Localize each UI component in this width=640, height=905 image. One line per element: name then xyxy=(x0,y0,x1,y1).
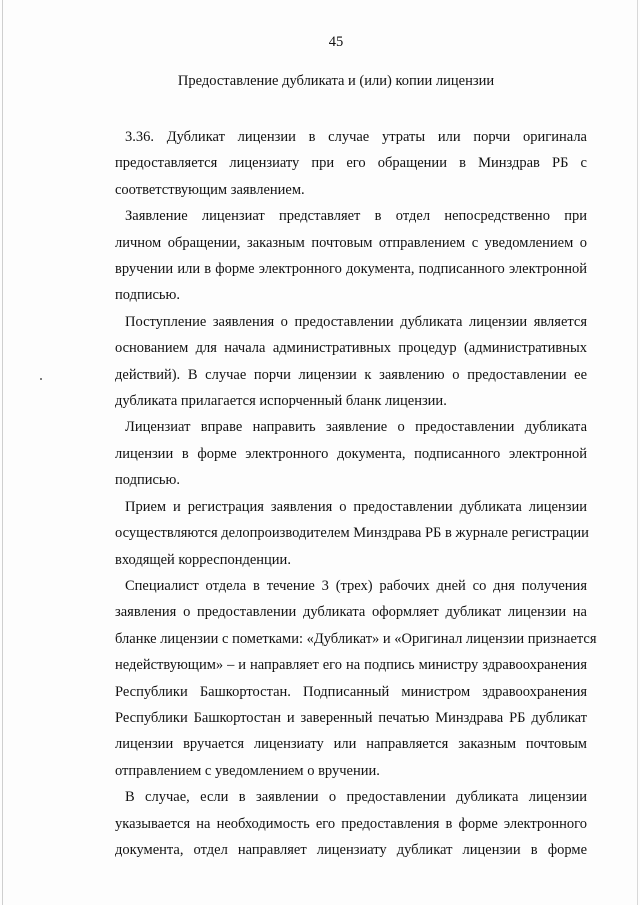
page-number: 45 xyxy=(328,34,344,50)
paragraph-line: подписью. xyxy=(115,287,180,304)
paragraph-line: бланке лицензии с пометками: «Дубликат» и «Оригинал лицензии признается xyxy=(115,630,597,647)
paragraph xyxy=(115,414,587,493)
paragraph-line: предоставляется лицензиату при его обращении в Минздрав РБ с xyxy=(115,155,587,172)
paragraph-line: личном обращении, заказным почтовым отправлением с уведомлением о xyxy=(115,234,587,251)
paragraph-line: лицензии в форме электронного документа, подписанного электронной xyxy=(115,445,587,462)
paragraph-line: подписью. xyxy=(115,472,180,489)
document-body xyxy=(115,124,597,863)
paragraph-line: Прием и регистрация заявления о предоставлении дубликата лицензии xyxy=(125,498,587,515)
paragraph-line: действий). В случае порчи лицензии к заявлению о предоставлении ее xyxy=(115,366,587,383)
section-title: Предоставление дубликата и (или) копии лицензии xyxy=(177,73,495,89)
paragraph-line: дубликата прилагается испорченный бланк лицензии. xyxy=(115,393,447,410)
paragraph xyxy=(115,573,597,784)
paragraph-line: заявления о предоставлении дубликата оформляет дубликат лицензии на xyxy=(115,604,587,621)
paragraph-line: Республики Башкортостан и заверенный печатью Минздрава РБ дубликат xyxy=(115,709,587,726)
paragraph-line: вручении или в форме электронного документа, подписанного электронной xyxy=(115,261,587,278)
scan-edge-right xyxy=(637,0,638,905)
paragraph xyxy=(115,203,587,309)
paragraph xyxy=(115,309,587,415)
paragraph-line: входящей корреспонденции. xyxy=(115,551,291,568)
scan-speck xyxy=(40,378,42,380)
paragraph xyxy=(115,784,587,863)
paragraph-line: основанием для начала административных процедур (административных xyxy=(115,340,587,357)
paragraph-line: лицензии вручается лицензиату или направляется заказным почтовым xyxy=(115,736,587,753)
paragraph-line: документа, отдел направляет лицензиату дубликат лицензии в форме xyxy=(115,841,587,858)
paragraph xyxy=(115,124,587,203)
paragraph-line: соответствующим заявлением. xyxy=(115,181,305,198)
paragraph-line: Заявление лицензиат представляет в отдел непосредственно при xyxy=(125,208,587,225)
scan-edge-left xyxy=(2,0,3,905)
paragraph-line: Специалист отдела в течение 3 (трех) рабочих дней со дня получения xyxy=(125,577,587,594)
paragraph-line: недействующим» – и направляет его на подпись министру здравоохранения xyxy=(115,657,587,674)
paragraph-line: отправлением с уведомлением о вручении. xyxy=(115,762,380,779)
paragraph-line: В случае, если в заявлении о предоставлении дубликата лицензии xyxy=(125,789,587,806)
paragraph-line: указывается на необходимость его предоставления в форме электронного xyxy=(115,815,587,832)
paragraph-line: Поступление заявления о предоставлении дубликата лицензии является xyxy=(125,313,587,330)
paragraph-line: 3.36. Дубликат лицензии в случае утраты или порчи оригинала xyxy=(125,129,587,145)
paragraph-line: осуществляются делопроизводителем Минздрава РБ в журнале регистрации xyxy=(115,525,589,542)
paragraph xyxy=(115,494,587,573)
paragraph-line: Республики Башкортостан. Подписанный министром здравоохранения xyxy=(115,683,587,700)
paragraph-line: Лицензиат вправе направить заявление о предоставлении дубликата xyxy=(125,419,587,436)
